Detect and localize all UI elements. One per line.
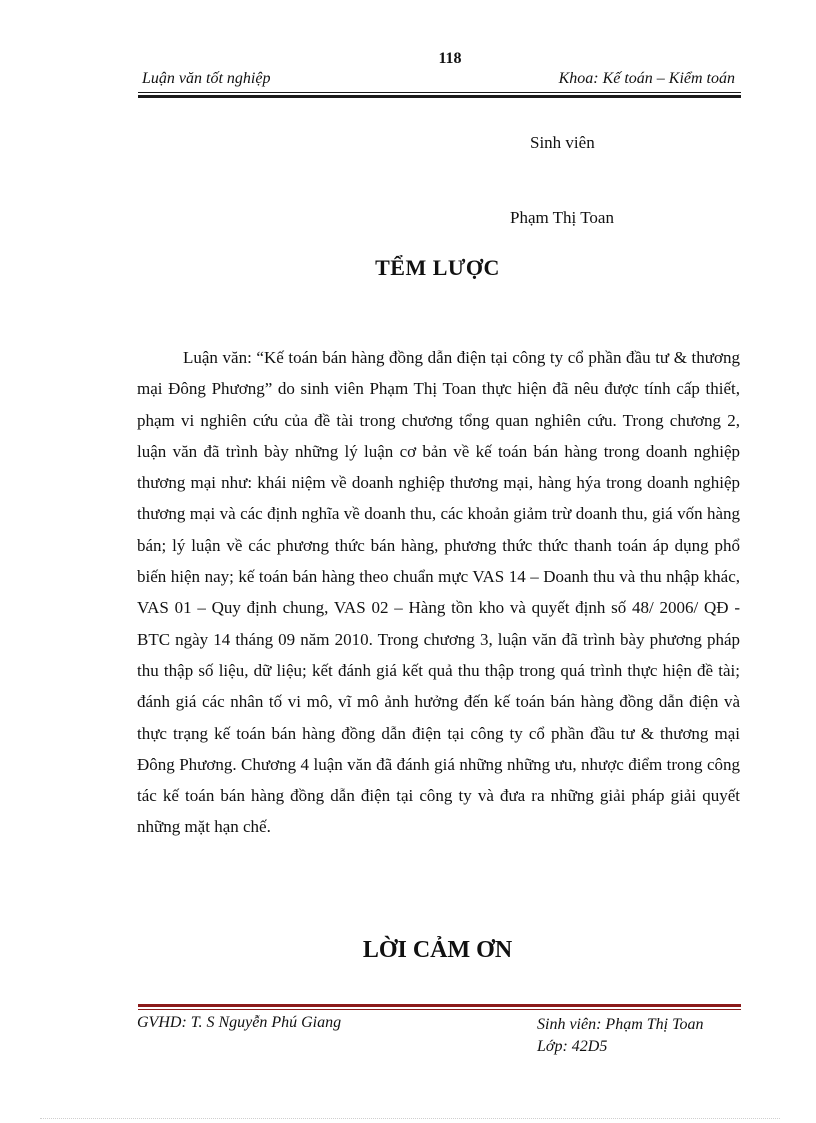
header-thesis-label: Luận văn tốt nghiệp [142,70,271,87]
footer-class: Lớp: 42D5 [537,1038,608,1055]
header-rule-thick [138,95,741,98]
footer-student-block [537,1014,704,1058]
signature-label: Sinh viên [530,133,595,152]
footer-advisor: GVHD: T. S Nguyễn Phú Giang [137,1014,342,1031]
header-rule-thin [138,92,741,93]
summary-heading: TỂM LƯỢC [375,255,500,280]
abstract-paragraph: Luận văn: “Kế toán bán hàng đồng dẫn điện tại công ty cổ phần đầu tư & thương mại Đông Phương” do sinh viên Phạm Thị Toan thực hiện đã nêu được tính cấp thiết, phạm vi nghiên cứu của đề tài trong chương tổng quan nghiên cứu. Trong chương 2, luận văn đã trình bày những lý luận cơ bản về kế toán bán hàng trong doanh nghiệp thương mại như: khái niệm về doanh nghiệp thương mại, hàng hýa trong doanh nghiệp thương mại và các định nghĩa về doanh thu, các khoản giảm trừ doanh thu, giá vốn hàng bán; lý luận về các phương thức bán hàng, phương thức thức thanh toán áp dụng phổ biến hiện nay; kế toán bán hàng theo chuẩn mực VAS 14 – Doanh thu và thu nhập khác, VAS 01 – Quy định chung, VAS 02 – Hàng tồn kho và quyết định số 48/ 2006/ QĐ - BTC ngày 14 tháng 09 năm 2010. Trong chương 3, luận văn đã trình bày phương pháp thu thập số liệu, dữ liệu; kết đánh giá kết quả thu thập trong quá trình thực hiện đề tài; đánh giá các nhân tố vi mô, vĩ mô ảnh hưởng đến kế toán bán hàng đồng dẫn điện và thực trạng kế toán bán hàng đồng dẫn điện tại công ty cổ phần đầu tư & thương mại Đông Phương. Chương 4 luận văn đã đánh giá những những ưu, nhược điểm trong công tác kế toán bán hàng đồng dẫn điện tại công ty và đưa ra những giải pháp giải quyết những mặt hạn chế. [137,348,740,837]
thanks-heading: LỜI CẢM ƠN [362,937,513,963]
signature-name: Phạm Thị Toan [510,208,614,227]
page-header [138,70,741,92]
page-number: 118 [438,50,462,67]
page-edge-divider [40,1118,780,1119]
footer-rule-thin [138,1009,741,1010]
header-faculty-label: Khoa: Kế toán – Kiểm toán [558,70,735,87]
footer-rule-thick [138,1004,741,1007]
footer-student-name: Sinh viên: Phạm Thị Toan [537,1016,704,1033]
